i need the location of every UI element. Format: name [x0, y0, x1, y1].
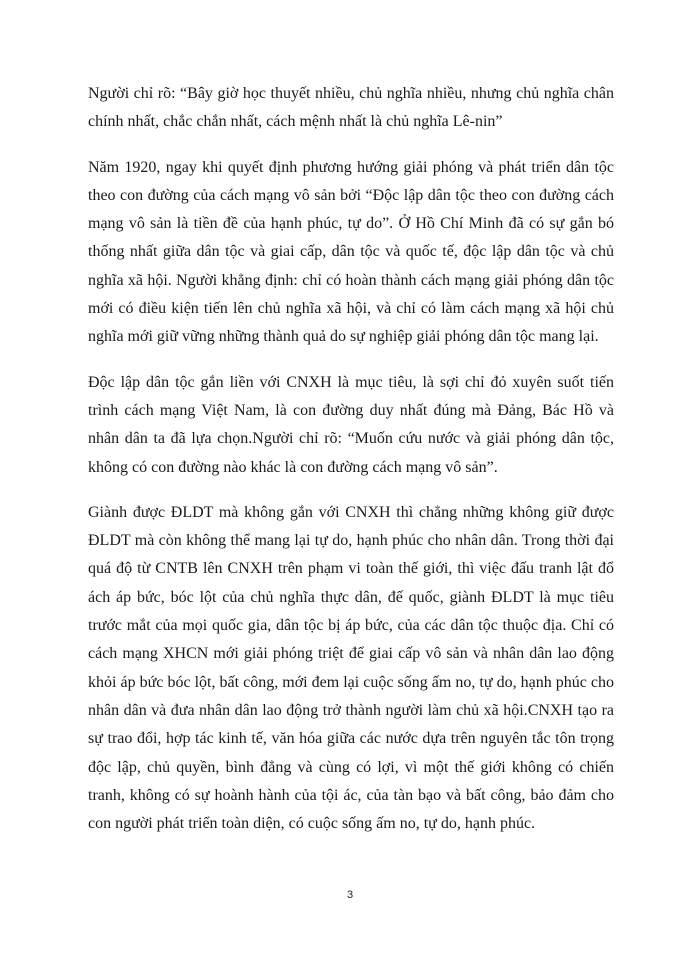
paragraph-3: Độc lập dân tộc gắn liền với CNXH là mục tiêu, là sợi chỉ đỏ xuyên suốt tiến trình cách mạng Việt Nam, là con đường duy nhất đúng mà Đảng, Bác Hồ và nhân dân ta đã lựa chọn.Người chỉ rõ: “Muốn cứu nước và giải phóng dân tộc, không có con đường nào khác là con đường cách mạng vô sản”.	[88, 373, 614, 476]
paragraph-4: Giành được ĐLDT mà không gắn với CNXH thì chẳng những không giữ được ĐLDT mà còn không thể mang lại tự do, hạnh phúc cho nhân dân. Trong thời đại quá độ từ CNTB lên CNXH trên phạm vi toàn thế giới, thì việc đấu tranh lật đổ ách áp bức, bóc lột của chủ nghĩa thực dân, đế quốc, giành ĐLDT là mục tiêu trước mắt của mọi quốc gia, dân tộc bị áp bức, của các dân tộc thuộc địa. Chỉ có cách mạng XHCN mới giải phóng triệt để giai cấp vô sản và nhân dân lao động khỏi áp bức bóc lột, bất công, mới đem lại cuộc sống ấm no, tự do, hạnh phúc cho nhân dân và đưa nhân dân lao động trở thành người làm chủ xã hội.CNXH tạo ra sự trao đổi, hợp tác kinh tế, văn hóa giữa các nước dựa trên nguyên tắc tôn trọng độc lập, chủ quyền, bình đẳng và cùng có lợi, vì một thế giới không có chiến tranh, không có sự hoành hành của tội ác, của tàn bạo và bất công, bảo đảm cho con người phát triển toàn diện, có cuộc sống ấm no, tự do, hạnh phúc.	[88, 503, 614, 833]
document-body	[88, 80, 614, 855]
paragraph-2: Năm 1920, ngay khi quyết định phương hướng giải phóng và phát triển dân tộc theo con đường của cách mạng vô sản bởi “Độc lập dân tộc theo con đường cách mạng vô sản là tiền đề của hạnh phúc, tự do”. Ở Hồ Chí Minh đã có sự gắn bó thống nhất giữa dân tộc và giai cấp, dân tộc và quốc tế, độc lập dân tộc và chủ nghĩa xã hội. Người khẳng định: chỉ có hoàn thành cách mạng giải phóng dân tộc mới có điều kiện tiến lên chủ nghĩa xã hội, và chỉ có làm cách mạng xã hội chủ nghĩa mới giữ vững những thành quả do sự nghiệp giải phóng dân tộc mang lại.	[88, 158, 614, 346]
page-number: 3	[346, 889, 354, 901]
paragraph-1: Người chỉ rõ: “Bây giờ học thuyết nhiều, chủ nghĩa nhiều, nhưng chủ nghĩa chân chính nhất, chắc chắn nhất, cách mệnh nhất là chủ nghĩa Lê-nin”	[88, 85, 614, 131]
